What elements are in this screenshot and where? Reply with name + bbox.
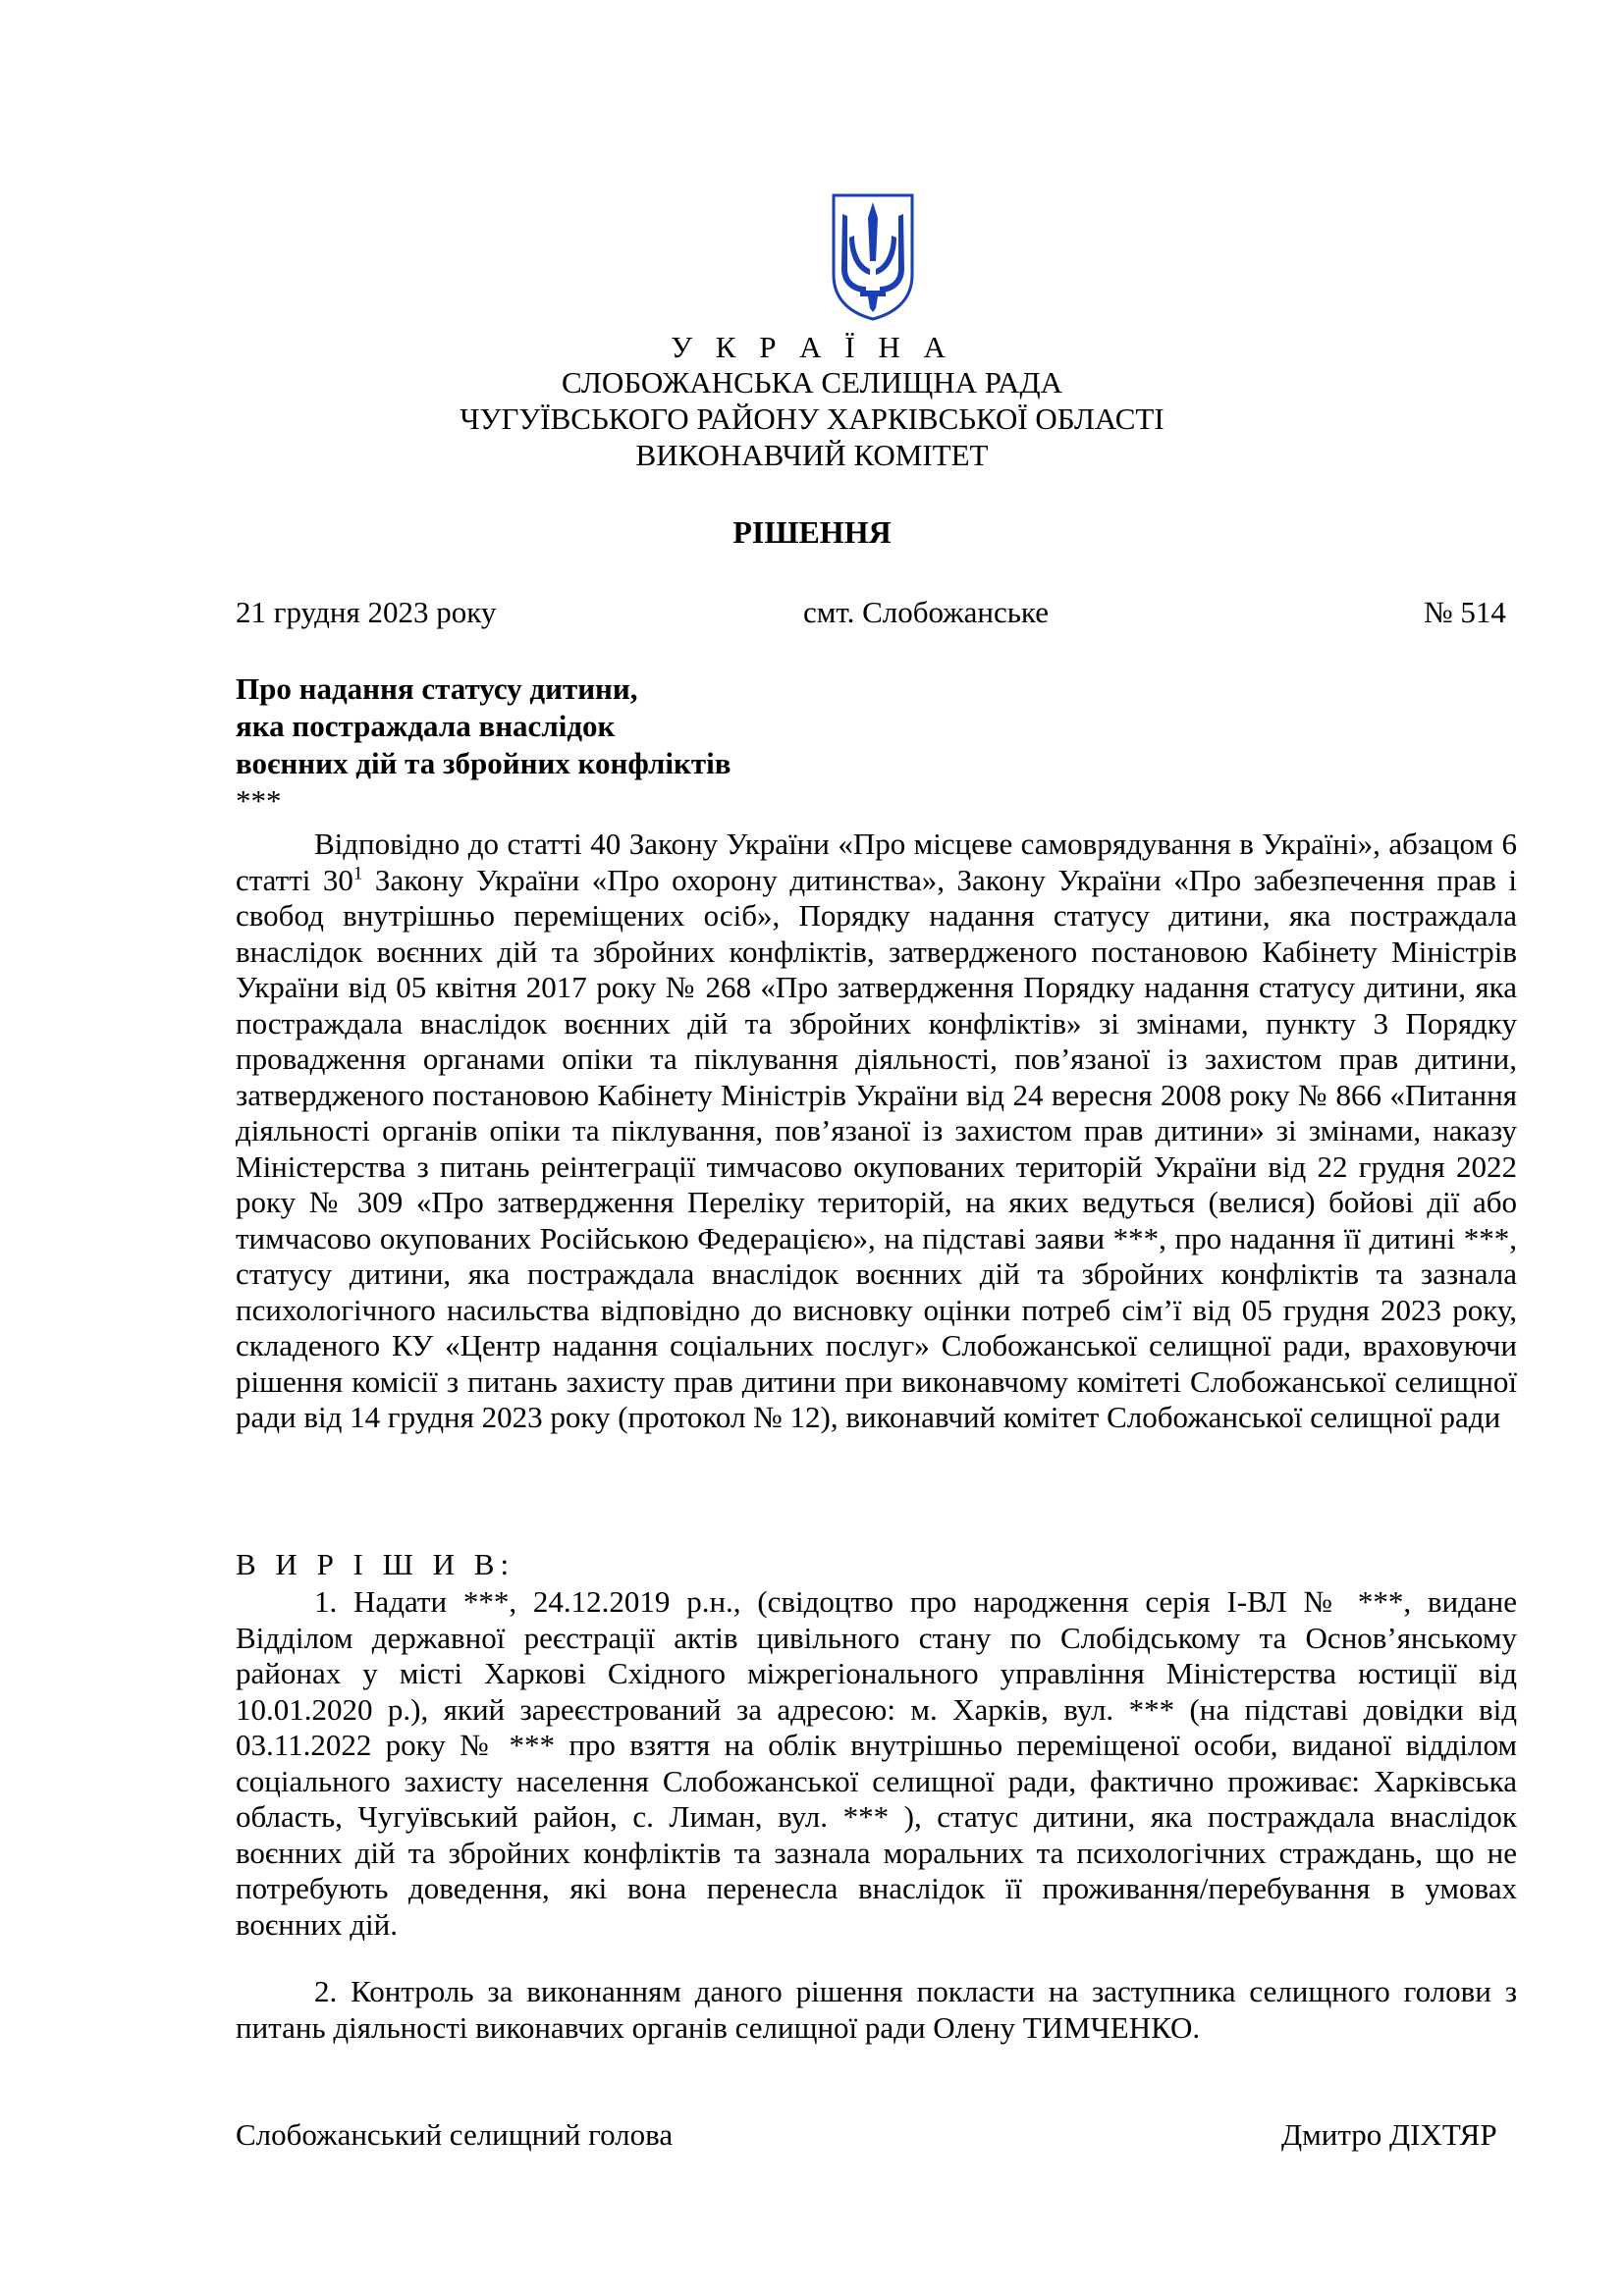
decision-item-1: [236, 1584, 1517, 1943]
decided-heading: В И Р І Ш И В:: [236, 1547, 515, 1581]
basis-text-part2: Закону України «Про охорону дитинства», Закону України «Про забезпечення прав і свобод внутрішньо переміщених осіб», Порядку надання статусу дитини, яка постраждала внаслідок воєнних дій та збройних конфліктів, затвердженого постановою Кабінету Міністрів України від 05 квітня 2017 року № 268 «Про затвердження Порядку надання статусу дитини, яка постраждала внаслідок воєнних дій та збройних конфліктів» зі змінами, пункту 3 Порядку провадження органами опіки та піклування діяльності, пов’язаної із захистом прав дитини, затвердженого постановою Кабінету Міністрів України від 24 вересня 2008 року № 866 «Питання діяльності органів опіки та піклування, пов’язаної із захистом прав дитини» зі змінами, наказу Міністерства з питань реінтеграції тимчасово окупованих територій України від 22 грудня 2022 року № 309 «Про затвердження Переліку територій, на яких ведуться (велися) бойові дії або тимчасово окупованих Російською Федерацією», на підставі заяви ***, про надання її дитині ***, статусу дитини, яка постраждала внаслідок воєнних дій та збройних конфліктів та зазнала психологічного насильства відповідно до висновку оцінки потреб сім’ї від 05 грудня 2023 року, складеного КУ «Центр надання соціальних послуг» Слобожанської селищної ради, враховуючи рішення комісії з питань захисту прав дитини при виконавчому комітеті Слобожанської селищної ради від 14 грудня 2023 року (протокол № 12), виконавчий комітет Слобожанської селищної ради: [236, 862, 1517, 1434]
basis-text-part1: Відповідно до статті 40 Закону України «Про місцеве самоврядування в Україні», абзацом 6 статті 30: [236, 827, 1517, 897]
header-committee: ВИКОНАВЧИЙ КОМІТЕТ: [635, 438, 989, 472]
document-date: 21 грудня 2023 року: [236, 595, 497, 629]
subject-line: яка постраждала внаслідок: [236, 709, 616, 743]
header-country: У К Р А Ї Н А: [671, 330, 953, 364]
signatory-name: Дмитро ДІХТЯР: [1281, 2117, 1497, 2152]
header-council: СЛОБОЖАНСЬКА СЕЛИЩНА РАДА: [562, 365, 1062, 400]
document-type-title: РІШЕННЯ: [732, 514, 892, 550]
redaction-stars: ***: [236, 783, 282, 818]
superscript: 1: [352, 863, 363, 884]
decision-item-text: 1. Надати ***, 24.12.2019 р.н., (свідоцтво про народження серія І-ВЛ № ***, видане Відділом державної реєстрації актів цивільного стану по Слобідському та Основ’янському районах у місті Харкові Східного міжрегіонального управління Міністерства юстиції від 10.01.2020 р.), який зареєстрований за адресою: м. Харків, вул. *** (на підставі довідки від 03.11.2022 року № *** про взяття на облік внутрішньо переміщеної особи, виданої відділом соціального захисту населення Слобожанської селищної ради, фактично проживає: Харківська область, Чугуївський район, с. Лиман, вул. *** ), статус дитини, яка постраждала внаслідок воєнних дій та збройних конфліктів та зазнала моральних та психологічних страждань, що не потребують доведення, які вона перенесла внаслідок її проживання/перебування в умовах воєнних дій.: [236, 1584, 1517, 1942]
subject-line: Про надання статусу дитини,: [236, 671, 638, 706]
signatory-title: Слобожанський селищний голова: [236, 2117, 674, 2152]
document-place: смт. Слобожанське: [803, 595, 1049, 629]
document-number: № 514: [1424, 595, 1506, 629]
subject-line: воєнних дій та збройних конфліктів: [236, 746, 731, 780]
header-district: ЧУГУЇВСЬКОГО РАЙОНУ ХАРКІВСЬКОЇ ОБЛАСТІ: [460, 401, 1164, 436]
decision-item-2: [236, 1974, 1517, 2046]
document-subject: [236, 670, 731, 782]
trident-coat-of-arms-icon: [831, 192, 915, 322]
decision-item-text: 2. Контроль за виконанням даного рішення покласти на заступника селищного голови з питань діяльності виконавчих органів селищної ради Олену ТИМЧЕНКО.: [236, 1974, 1517, 2045]
basis-paragraph: [236, 827, 1517, 1436]
